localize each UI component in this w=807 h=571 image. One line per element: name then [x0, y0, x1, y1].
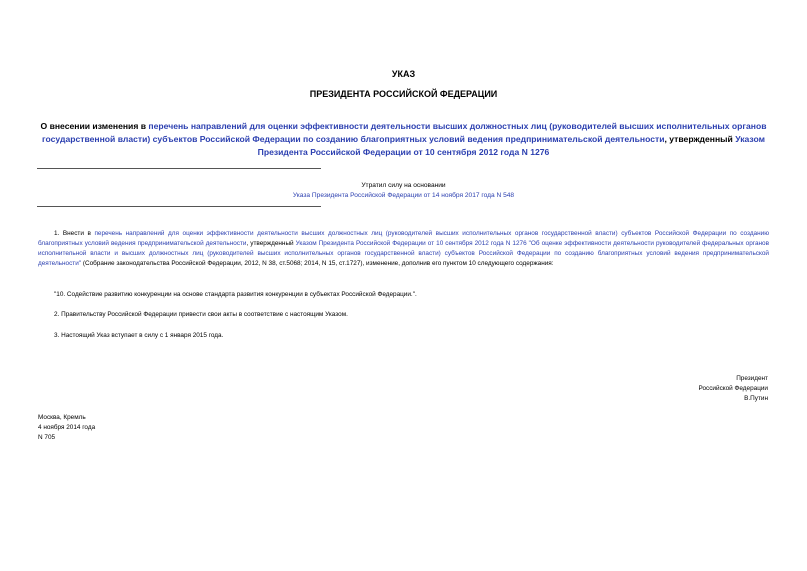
heading-text-2: , утвержденный	[664, 134, 736, 144]
repeal-link[interactable]: Указа Президента Российской Федерации от 14 ноября 2017 года N 548	[292, 192, 515, 199]
heading-link-list[interactable]: перечень направлений для оценки эффективности деятельности высших должностных лиц (руководителей высших исполнительных органов государственной власти) субъектов Российской Федерации по созданию благоприятных условий ведения предпринимательской деятельности	[42, 121, 767, 144]
place-number: N 705	[38, 434, 56, 441]
paragraph-1-text-2: , утвержденный	[246, 240, 296, 247]
place-date-block	[38, 413, 95, 443]
repeal-notice: Утратил силу на основании	[361, 182, 446, 189]
signature-position: Президент	[736, 375, 768, 382]
issuer-title: ПРЕЗИДЕНТА РОССИЙСКОЙ ФЕДЕРАЦИИ	[309, 89, 498, 99]
divider-bottom	[37, 206, 321, 207]
signature-block	[699, 374, 769, 404]
paragraph-1-text-3: (Собрание законодательства Российской Федерации, 2012, N 38, ст.5068; 2014, N 15, ст.1727), изменение, дополнив его пунктом 10 следующего содержания:	[81, 260, 554, 267]
paragraph-1-text: 1. Внести в	[54, 230, 95, 237]
doc-type-title: УКАЗ	[391, 69, 416, 79]
paragraph-3: 3. Настоящий Указ вступает в силу с 1 января 2015 года.	[54, 332, 224, 339]
document-heading	[40, 120, 767, 159]
paragraph-1-link-decree[interactable]: Указом Президента Российской Федерации от 10 сентября 2012 года N 1276 "Об оценке эффективности деятельности руководителей федеральных органов исполнительной власти и высших должностных лиц (руководителей высших исполнительных органов государственной власти) субъектов Российской Федерации по созданию благоприятных условий ведения предпринимательской деятельности"	[38, 240, 769, 267]
paragraph-1-link-list[interactable]: перечень направлений для оценки эффективности деятельности высших должностных лиц (руководителей высших исполнительных органов государственной власти) субъектов Российской Федерации по созданию благоприятных условий ведения предпринимательской деятельности	[38, 230, 769, 247]
divider-top	[37, 168, 321, 169]
signature-name: В.Путин	[744, 395, 768, 402]
heading-link-decree[interactable]: Указом Президента Российской Федерации от 10 сентября 2012 года N 1276	[257, 134, 765, 157]
heading-text: О внесении изменения в	[40, 121, 149, 131]
paragraph-2: 2. Правительству Российской Федерации привести свои акты в соответствие с настоящим Указом.	[54, 311, 348, 318]
place-date: 4 ноября 2014 года	[38, 424, 96, 431]
paragraph-1	[38, 229, 769, 269]
signature-country: Российской Федерации	[698, 385, 768, 392]
place-city: Москва, Кремль	[38, 414, 86, 421]
paragraph-quote: "10. Содействие развитию конкуренции на основе стандарта развития конкуренции в субъектах Российской Федерации.".	[54, 291, 417, 298]
